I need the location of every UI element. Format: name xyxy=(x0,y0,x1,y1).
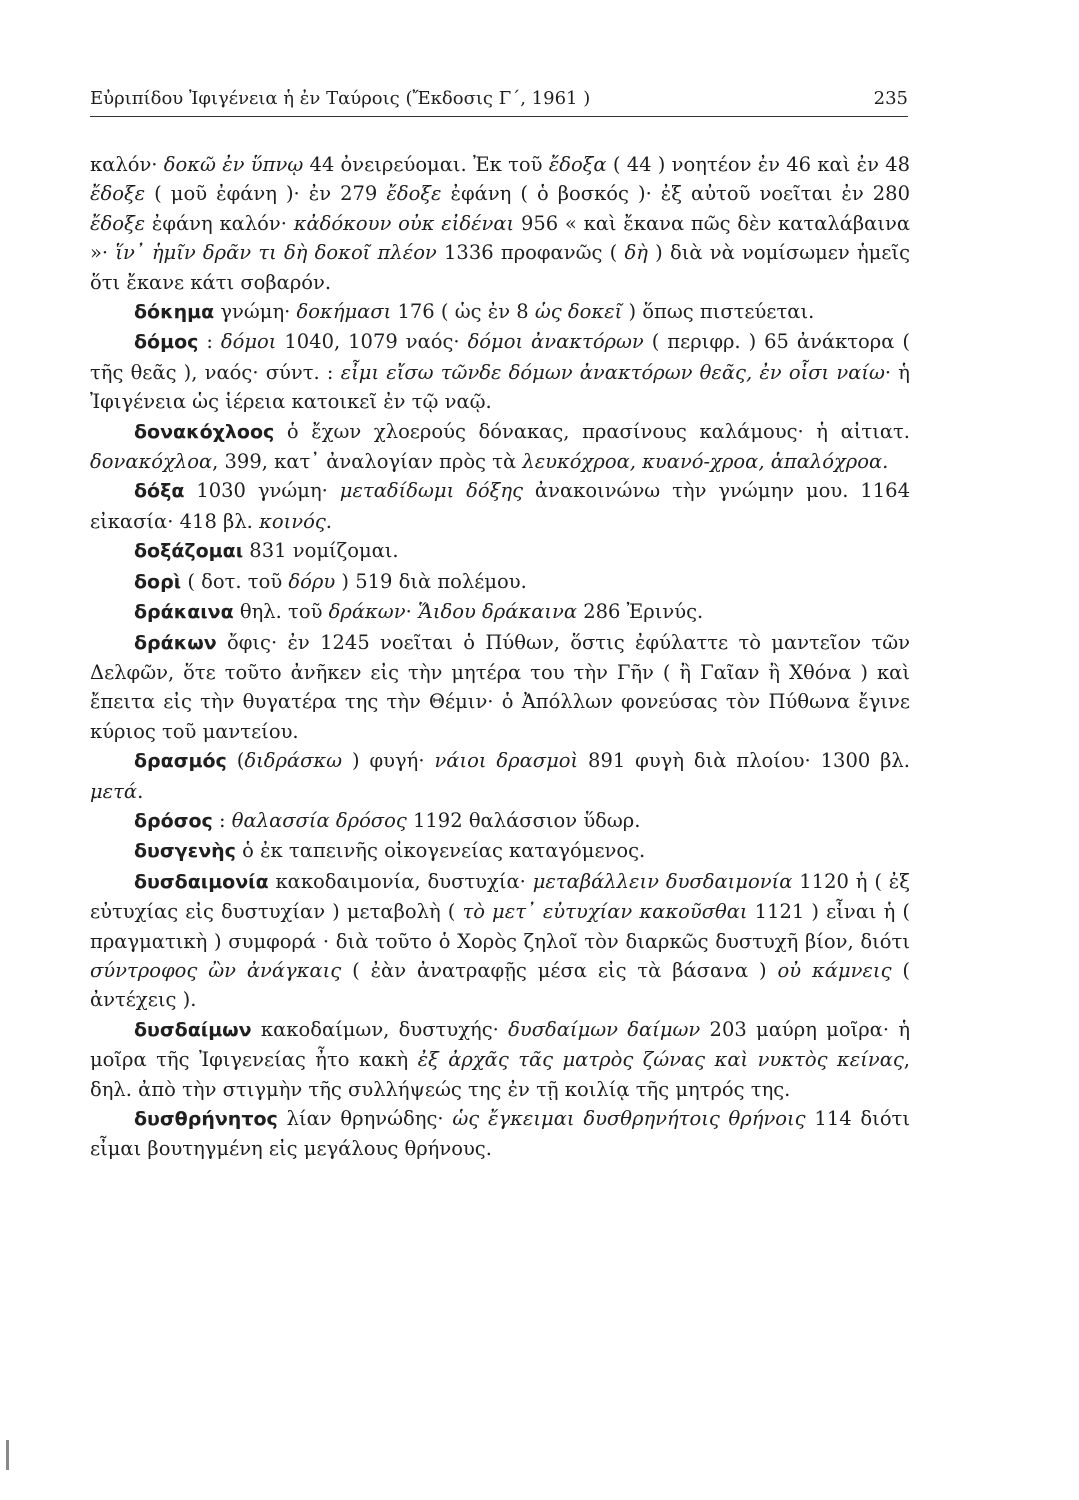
dictionary-entry xyxy=(90,297,910,327)
headword: δόξα xyxy=(134,480,185,503)
entry-text: 1030 γνώμη· xyxy=(184,479,340,503)
entry-text: κακοδαιμονία, δυστυχία· xyxy=(268,869,533,893)
quotation: δράκων xyxy=(328,600,406,624)
entry-text: ( μοῦ ἐφάνη )· ἐν 279 xyxy=(145,182,387,206)
quotation: μετά xyxy=(90,779,138,803)
entry-text: 831 νομίζομαι. xyxy=(243,539,399,563)
quotation: ἐξ ἀρχᾶς τᾶς ματρὸς ζώνας καὶ νυκτὸς κείνας xyxy=(417,1048,904,1072)
dictionary-entry xyxy=(90,628,910,747)
entry-text: 1040, 1079 ναός· xyxy=(276,330,468,354)
dictionary-entry xyxy=(90,1104,910,1164)
entry-text: ( xyxy=(226,749,245,773)
entry-text: λίαν θρηνώδης· xyxy=(277,1107,453,1130)
entry-text: ὁ ἐκ ταπεινῆς οἰκογενείας καταγόμενος. xyxy=(235,839,646,863)
headword: δρασμός xyxy=(134,750,227,773)
quotation: ὡς ἔγκειμαι δυσθρηνήτοις θρήνοις xyxy=(452,1107,806,1130)
dictionary-entry xyxy=(90,836,910,866)
dictionary-entries xyxy=(90,150,910,1164)
entry-text: ) ὅπως πιστεύεται. xyxy=(622,300,815,324)
entry-text: ( 44 ) νοητέον ἐν 46 καὶ ἐν 48 xyxy=(606,153,910,176)
scan-margin-mark xyxy=(6,1440,9,1470)
header-title: Εὐριπίδου Ἰφιγένεια ἡ ἐν Ταύροις (Ἔκδοσις Γ΄, 1961 ) xyxy=(90,88,591,109)
continued-entry xyxy=(90,150,910,297)
entry-text: ) διὰ νὰ νομίσωμεν ἡμεῖς ὅτι ἔκανε κάτι σοβαρόν. xyxy=(90,241,910,294)
entry-text: καλόν· xyxy=(90,153,164,176)
entry-text: ὄφις· ἐν 1245 νοεῖται ὁ Πύθων, ὅστις ἐφύλαττε τὸ μαντεῖον τῶν Δελφῶν, ὅτε τοῦτο ἀνῆκεν εἰς τὴν μητέρα του τὴν Γῆν ( ἢ Γαῖαν ἢ Χθόνα ) καὶ ἔπειτα εἰς τὴν θυγατέρα της τὴν Θέμιν· ὁ Ἀπόλλων φονεύσας τὸν Πύθωνα ἔγινε κύριος τοῦ μαντείου. xyxy=(90,630,910,743)
dictionary-entry xyxy=(90,327,910,416)
entry-text: , 399, κατ᾽ ἀναλογίαν πρὸς τὰ xyxy=(212,450,523,474)
quotation: νάιοι δρασμοὶ xyxy=(434,749,579,773)
headword: δοξάζομαι xyxy=(134,540,244,563)
entry-text: ) φυγή· xyxy=(342,749,435,773)
quotation: Ἅιδου δράκαινα xyxy=(417,600,578,624)
quotation: ἔδοξα xyxy=(548,153,607,176)
quotation: εἶμι εἴσω τῶνδε δόμων ἀνακτόρων θεᾶς, ἐν οἷσι ναίω xyxy=(340,360,885,384)
entry-text: 1120 ἡ ( ἐξ εὐτυχίας εἰς δυστυχίαν ) μεταβολὴ ( xyxy=(90,869,911,924)
entry-text: ) 519 διὰ πολέμου. xyxy=(335,569,527,593)
quotation: ὡς δοκεῖ xyxy=(534,300,623,324)
dictionary-entry xyxy=(90,567,910,597)
entry-text: ( ἀντέχεις ). xyxy=(90,958,911,1012)
quotation: κοινός xyxy=(259,509,326,533)
quotation: δονακόχλοα xyxy=(90,450,213,474)
entry-text: , δηλ. ἀπὸ τὴν στιγμὴν τῆς συλλήψεώς της ἐν τῇ κοιλίᾳ τῆς μητρός της. xyxy=(90,1048,910,1101)
headword: δυσδαιμονία xyxy=(134,870,269,893)
dictionary-entry xyxy=(90,417,910,477)
entry-text: . xyxy=(137,779,144,803)
headword: δυσθρήνητος xyxy=(134,1108,278,1130)
entry-text: 114 διότι εἶμαι βουτηγμένη εἰς μεγάλους θρήνους. xyxy=(90,1107,910,1161)
entry-text: · ἡ Ἰφιγένεια ὡς ἱέρεια κατοικεῖ ἐν τῷ ναῷ. xyxy=(90,360,910,414)
entry-text: : xyxy=(198,330,221,354)
headword: δράκαινα xyxy=(134,601,234,624)
quotation: δοκῶ ἐν ὕπνῳ xyxy=(163,153,304,176)
entry-text: 956 « καὶ ἔκανα πῶς δὲν καταλάβαινα »· xyxy=(90,211,911,265)
headword: δόμος xyxy=(134,331,199,354)
entry-text: . xyxy=(325,509,332,533)
dictionary-entry xyxy=(90,476,910,536)
quotation: τὸ μετ᾽ εὐτυχίαν κακοῦσθαι xyxy=(462,900,748,924)
entry-text: 1121 ) εἶναι ἡ ( πραγματικὴ ) συμφορά · διὰ τοῦτο ὁ Χορὸς ζηλοῖ τὸν διαρκῶς δυστυχῆ βίον, διότι xyxy=(90,900,910,953)
headword: δράκων xyxy=(134,631,217,654)
entry-text: · xyxy=(405,600,418,624)
entry-text: 203 μαύρη μοῖρα· ἡ μοῖρα τῆς Ἰφιγενείας ἦτο κακὴ xyxy=(90,1017,910,1072)
dictionary-entry xyxy=(90,536,910,566)
dictionary-entry xyxy=(90,746,910,806)
dictionary-entry xyxy=(90,1015,910,1104)
quotation: δόρυ xyxy=(288,569,336,593)
quotation: δοκήμασι xyxy=(296,300,392,324)
entry-text: ( περιφρ. ) 65 ἀνάκτορα ( τῆς θεᾶς ), ναός· σύντ. : xyxy=(90,330,910,384)
quotation: οὐ κάμνεις xyxy=(777,958,892,982)
entry-text: γνώμη· xyxy=(214,300,297,324)
quotation: ἔδοξε xyxy=(90,211,146,235)
quotation: σύντροφος ὢν ἀνάγκαις xyxy=(90,958,342,982)
entry-text: θηλ. τοῦ xyxy=(233,600,329,624)
book-page xyxy=(90,0,910,1500)
quotation: δὴ xyxy=(624,241,648,265)
quotation: διδράσκω xyxy=(244,749,343,773)
entry-text: ὁ ἔχων χλοερούς δόνακας, πρασίνους καλάμους· ἡ αἰτιατ. xyxy=(274,419,910,443)
entry-text: ἐφάνη ( ὁ βοσκός )· ἐξ αὐτοῦ νοεῖται ἐν 280 xyxy=(441,182,910,206)
headword: δυσγενὴς xyxy=(134,840,236,863)
entry-text: 176 ( ὡς ἐν 8 xyxy=(391,300,535,324)
headword: δονακόχλοος xyxy=(134,420,275,443)
headword: δορὶ xyxy=(134,570,182,593)
entry-text: ἐφάνη καλόν· xyxy=(145,211,294,235)
entry-text: κακοδαίμων, δυστυχής· xyxy=(251,1017,509,1041)
entry-text: 1192 θαλάσσιον ὕδωρ. xyxy=(406,808,641,832)
quotation: ἔδοξε xyxy=(386,182,442,206)
quotation: μεταβάλλειν δυσδαιμονία xyxy=(532,869,793,893)
quotation: ἔδοξε xyxy=(90,182,146,206)
entry-text: 44 ὀνειρεύομαι. Ἐκ τοῦ xyxy=(303,153,549,176)
quotation: ἵν᾽ ἡμῖν δρᾶν τι δὴ δοκοῖ πλέον xyxy=(115,241,437,265)
headword: δρόσος xyxy=(134,809,213,832)
page-number: 235 xyxy=(873,88,908,109)
entry-text: 286 Ἐρινύς. xyxy=(577,600,704,624)
dictionary-entry xyxy=(90,867,910,1015)
dictionary-entry xyxy=(90,597,910,627)
dictionary-entry xyxy=(90,806,910,836)
running-header xyxy=(90,86,908,117)
headword: δυσδαίμων xyxy=(134,1018,252,1041)
entry-text: 891 φυγὴ διὰ πλοίου· 1300 βλ. xyxy=(578,749,910,773)
quotation: κἀδόκουν οὐκ εἰδέναι xyxy=(293,211,515,235)
headword: δόκημα xyxy=(134,301,215,324)
quotation: λευκόχροα, κυανό-χροα, ἁπαλόχροα. xyxy=(522,450,889,474)
entry-text: : xyxy=(212,808,232,832)
entry-text: ( δοτ. τοῦ xyxy=(181,569,289,593)
entry-text: ἀνακοινώνω τὴν γνώμην μου. 1164 εἰκασία· 418 βλ. xyxy=(90,479,910,533)
quotation: δυσδαίμων δαίμων xyxy=(508,1017,701,1041)
entry-text: ( ἐὰν ἀνατραφῇς μέσα εἰς τὰ βάσανα ) xyxy=(341,958,778,982)
quotation: δόμοι ἀνακτόρων xyxy=(467,330,644,354)
quotation: θαλασσία δρόσος xyxy=(231,808,407,832)
entry-text: 1336 προφανῶς ( xyxy=(436,241,625,265)
quotation: μεταδίδωμι δόξης xyxy=(339,479,523,503)
quotation: δόμοι xyxy=(220,330,277,354)
